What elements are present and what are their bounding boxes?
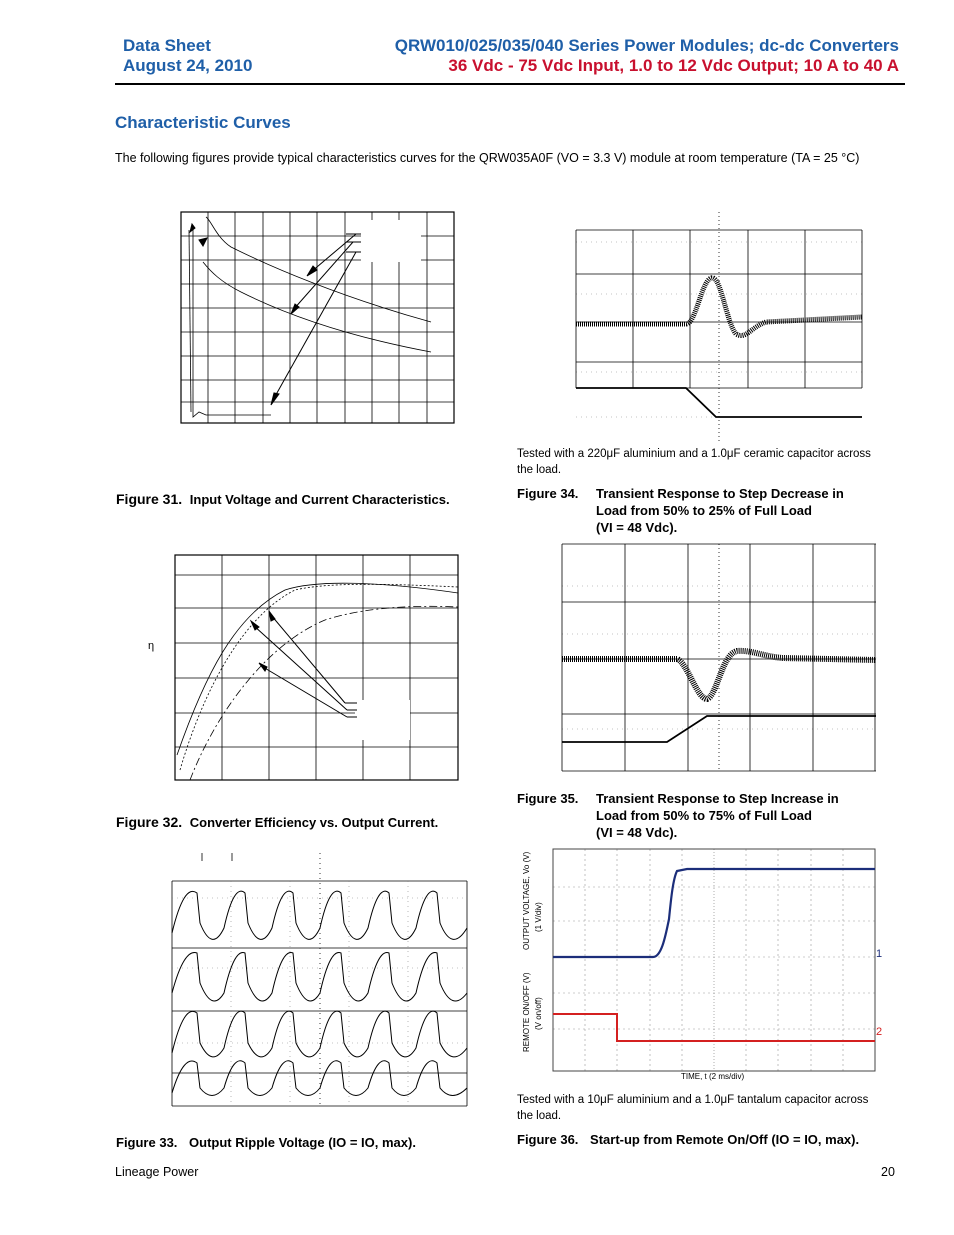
doc-type: Data Sheet bbox=[123, 36, 211, 55]
fig32-legend-blank bbox=[355, 700, 410, 740]
product-series: QRW010/025/035/040 Series Power Modules; dc-dc Converters bbox=[394, 36, 899, 55]
fig32-label: Figure 32. bbox=[116, 814, 183, 830]
fig33-label: Figure 33. bbox=[116, 1135, 178, 1150]
fig36-marker-2: 2 bbox=[876, 1026, 883, 1038]
fig34-title-2: Load from 50% to 25% of Full Load bbox=[596, 503, 812, 518]
footer-company: Lineage Power bbox=[115, 1165, 199, 1179]
fig34-title-3: (VI = 48 Vdc). bbox=[596, 520, 678, 535]
fig33-waves bbox=[172, 891, 467, 1095]
figure-35-caption bbox=[517, 790, 839, 840]
header-right bbox=[395, 36, 899, 76]
figure-31-plot bbox=[181, 212, 455, 424]
fig31-legend-blank bbox=[361, 220, 421, 262]
header-left bbox=[123, 36, 252, 76]
fig32-ylabel: η bbox=[148, 640, 155, 652]
fig33-title: Output Ripple Voltage (IO = IO, max). bbox=[189, 1135, 416, 1150]
fig31-arrows bbox=[190, 224, 361, 405]
product-spec: 36 Vdc - 75 Vdc Input, 1.0 to 12 Vdc Output; 10 A to 40 A bbox=[448, 56, 899, 75]
fig36-xlabel: TIME, t (2 ms/div) bbox=[681, 1072, 745, 1081]
fig34-label: Figure 34. bbox=[517, 486, 579, 501]
fig34-title-1: Transient Response to Step Decrease in bbox=[596, 486, 844, 501]
fig36-note: Tested with a 10μF aluminium and a 1.0μF tantalum capacitor across the load. bbox=[517, 1094, 869, 1122]
fig36-title: Start-up from Remote On/Off (IO = IO, max). bbox=[590, 1132, 860, 1147]
fig32-grid bbox=[175, 555, 458, 780]
figure-33-plot bbox=[172, 853, 468, 1107]
fig32-arrows bbox=[251, 611, 357, 717]
fig36-marker-1: 1 bbox=[876, 948, 883, 960]
fig33-grid bbox=[172, 853, 467, 1106]
fig36-trace-remote bbox=[553, 1014, 875, 1041]
fig36-ylabel-top: OUTPUT VOLTAGE, Vo (V) (1 V/div) bbox=[522, 851, 543, 950]
figure-31-caption bbox=[116, 491, 450, 508]
fig32-title: Converter Efficiency vs. Output Current. bbox=[189, 815, 439, 830]
figure-35-plot bbox=[562, 544, 876, 772]
fig35-title-1: Transient Response to Step Increase in bbox=[596, 791, 839, 806]
fig35-title-3: (VI = 48 Vdc). bbox=[596, 825, 678, 840]
fig31-label: Figure 31. bbox=[116, 491, 183, 507]
fig34-grid bbox=[576, 212, 862, 444]
fig35-title-2: Load from 50% to 75% of Full Load bbox=[596, 808, 812, 823]
fig36-ylabel-bottom: REMOTE ON/OFF (V) (V on/off) bbox=[522, 972, 543, 1052]
figure-34-caption bbox=[517, 485, 844, 535]
figure-34-plot bbox=[576, 212, 862, 444]
figure-36-caption bbox=[517, 1131, 859, 1148]
fig34-note: Tested with a 220μF aluminium and a 1.0μF ceramic capacitor across the load. bbox=[517, 448, 871, 476]
fig35-label: Figure 35. bbox=[517, 791, 579, 806]
fig32-curves bbox=[177, 583, 458, 780]
figure-32-caption bbox=[116, 814, 438, 831]
figure-36-plot bbox=[553, 849, 883, 1081]
figure-33-caption bbox=[116, 1134, 416, 1151]
fig36-label: Figure 36. bbox=[517, 1132, 579, 1147]
header-rule bbox=[115, 83, 905, 85]
section-title: Characteristic Curves bbox=[115, 113, 291, 132]
fig31-title: Input Voltage and Current Characteristics. bbox=[189, 492, 450, 507]
figure-32-plot bbox=[175, 555, 459, 781]
intro-text: The following figures provide typical characteristics curves for the QRW035A0F (VO = 3.3 V) module at room temperature (TA = 25 °C) bbox=[115, 151, 860, 165]
footer-page-number: 20 bbox=[881, 1165, 895, 1179]
doc-date: August 24, 2010 bbox=[123, 56, 253, 75]
